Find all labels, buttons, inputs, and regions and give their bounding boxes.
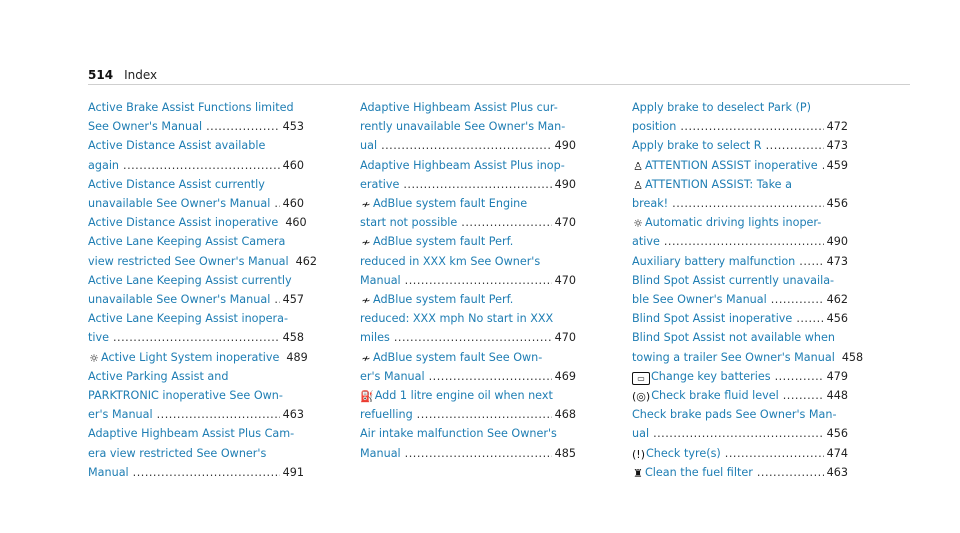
index-entry-text[interactable] — [88, 235, 285, 248]
index-entry-text[interactable] — [360, 197, 527, 210]
index-entry-line — [88, 232, 304, 251]
page-reference[interactable]: 458 — [282, 331, 304, 345]
index-entry-last-line — [88, 117, 304, 136]
index-entry-line — [88, 136, 304, 155]
index-entry-line — [360, 290, 576, 309]
dot-leader — [757, 463, 824, 482]
dot-leader — [680, 117, 823, 136]
index-entry-label: ATTENTION ASSIST inoperative — [645, 158, 818, 172]
index-entry-label: Active Lane Keeping Assist currently — [88, 273, 292, 287]
oil-can-icon: ⛽ — [360, 390, 374, 404]
page-reference[interactable]: 490 — [554, 139, 576, 153]
index-entry-text[interactable] — [360, 351, 542, 364]
index-entry[interactable] — [632, 444, 848, 463]
index-entry-line — [360, 386, 576, 405]
index-entry-line — [632, 405, 848, 424]
index-entry-line — [88, 444, 304, 463]
index-entry-text[interactable] — [88, 213, 278, 232]
page-reference[interactable]: 462 — [295, 254, 317, 268]
dot-leader — [274, 290, 279, 309]
index-entry-text[interactable] — [632, 136, 762, 155]
index-entry-text[interactable] — [632, 101, 811, 114]
index-entry-label: refuelling — [360, 408, 413, 422]
attention-assist-icon: ♙ — [633, 159, 643, 173]
index-entry-text[interactable] — [632, 424, 649, 443]
index-entry-line — [632, 213, 848, 232]
index-entry[interactable] — [360, 156, 576, 194]
dot-leader — [405, 271, 552, 290]
index-entry[interactable] — [632, 328, 864, 366]
index-entry-label: towing a trailer See Owner's Manual — [632, 350, 835, 364]
index-entry-text[interactable] — [88, 252, 289, 271]
adblue-icon: ≁ — [361, 236, 371, 250]
brake-fluid-icon: (◎) — [632, 390, 651, 404]
index-entry-label: Active Light System inoperative — [101, 350, 280, 364]
dot-leader — [766, 136, 824, 155]
index-entry[interactable] — [360, 232, 576, 290]
index-entry-last-line — [632, 348, 864, 367]
index-entry-text[interactable] — [88, 274, 292, 287]
index-entry-line — [88, 367, 304, 386]
index-entry-label: Apply brake to deselect Park (P) — [632, 101, 811, 114]
index-entry-text[interactable] — [632, 290, 767, 309]
page-reference[interactable]: 479 — [826, 369, 848, 383]
index-entry-text[interactable] — [360, 120, 565, 133]
index-entry-text[interactable] — [632, 348, 835, 367]
dot-leader — [403, 175, 551, 194]
index-entry-label: position — [632, 120, 677, 134]
index-entry-text[interactable] — [88, 370, 228, 383]
index-entry[interactable] — [632, 175, 848, 213]
index-entry-last-line — [632, 232, 848, 251]
index-entry-label: Manual — [360, 273, 401, 287]
page-reference[interactable]: 470 — [554, 273, 576, 287]
index-entry[interactable] — [88, 213, 307, 232]
index-entry-label: AdBlue system fault Perf. — [373, 293, 514, 307]
index-entry-label: Adaptive Highbeam Assist Plus cur- — [360, 101, 558, 114]
adblue-icon: ≁ — [361, 198, 371, 212]
index-entry-last-line — [360, 213, 576, 232]
index-entry-last-line — [632, 386, 848, 405]
index-entry[interactable] — [632, 463, 848, 482]
page-reference[interactable]: 490 — [826, 235, 848, 249]
index-entry[interactable] — [360, 194, 576, 232]
index-entry-last-line — [360, 367, 576, 386]
index-entry-text[interactable] — [88, 156, 119, 175]
index-entry-text[interactable] — [632, 463, 753, 482]
page-reference[interactable]: 490 — [554, 177, 576, 191]
dot-leader — [381, 136, 552, 155]
index-entry-text[interactable] — [88, 348, 279, 367]
index-entry-label: tive — [88, 331, 109, 345]
index-entry-last-line — [88, 328, 304, 347]
page-reference[interactable]: 453 — [282, 120, 304, 134]
index-entry-last-line — [88, 194, 304, 213]
light-icon: ☼ — [633, 217, 643, 231]
index-entry-label: AdBlue system fault Engine — [373, 197, 528, 211]
index-entry-label: Active Distance Assist currently — [88, 177, 265, 191]
dot-leader — [725, 444, 824, 463]
index-entry-last-line — [88, 348, 308, 367]
page-reference[interactable]: 458 — [841, 350, 864, 364]
index-entry[interactable] — [88, 232, 317, 270]
index-entry[interactable] — [88, 98, 304, 136]
light-icon: ☼ — [89, 351, 99, 365]
page-reference[interactable]: 489 — [286, 350, 308, 364]
index-entry-label: er's Manual — [88, 408, 153, 422]
index-entry[interactable] — [632, 405, 848, 443]
index-entry-line — [360, 424, 576, 443]
index-entry-text[interactable] — [360, 444, 401, 463]
dot-leader — [133, 463, 280, 482]
index-entry-text[interactable] — [360, 271, 401, 290]
index-entry-line — [360, 348, 576, 367]
dot-leader — [206, 117, 280, 136]
index-entry-last-line — [632, 290, 848, 309]
index-entry-text[interactable] — [360, 235, 513, 248]
index-entry-line — [88, 271, 304, 290]
index-entry-last-line — [360, 136, 576, 155]
index-column-1 — [88, 98, 317, 482]
page-title: Index — [124, 68, 158, 82]
dot-leader — [775, 367, 824, 386]
index-entry-last-line — [632, 156, 848, 175]
index-entry-text[interactable] — [632, 194, 668, 213]
index-entry-label: Apply brake to select R — [632, 139, 762, 153]
index-entry[interactable] — [88, 136, 304, 174]
index-entry-last-line — [360, 175, 576, 194]
index-entry-label: Active Distance Assist inoperative — [88, 216, 279, 230]
index-entry-line — [360, 156, 576, 175]
dot-leader — [274, 194, 279, 213]
dot-leader — [664, 232, 824, 251]
index-entry-text[interactable] — [88, 139, 265, 152]
index-entry-label: view restricted See Owner's Manual — [88, 254, 289, 268]
index-column-3 — [632, 98, 864, 482]
dot-leader — [672, 194, 823, 213]
index-entry-line — [632, 271, 848, 290]
index-entry-line — [632, 98, 848, 117]
index-entry-line — [88, 309, 304, 328]
page-reference[interactable]: 470 — [554, 331, 576, 345]
index-entry-text[interactable] — [360, 136, 377, 155]
index-entry-text[interactable] — [360, 101, 558, 114]
index-entry-label: break! — [632, 197, 669, 211]
index-entry[interactable] — [360, 424, 576, 462]
index-entry-label: Add 1 litre engine oil when next — [374, 389, 553, 403]
index-entry[interactable] — [632, 136, 848, 155]
index-entry-last-line — [88, 463, 304, 482]
index-entry-label: See Owner's Manual — [88, 120, 203, 134]
index-entry-text[interactable] — [88, 328, 109, 347]
index-entry[interactable] — [88, 309, 304, 347]
page-reference[interactable]: 491 — [282, 465, 304, 479]
index-entry-label: ual — [632, 427, 650, 441]
index-entry-last-line — [360, 328, 576, 347]
index-entry-text[interactable] — [88, 178, 265, 191]
index-entry-text[interactable] — [360, 175, 399, 194]
page-reference[interactable]: 470 — [554, 216, 576, 230]
index-entry-label: reduced in XXX km See Owner's — [360, 254, 541, 268]
index-entry-last-line — [632, 367, 848, 386]
index-entry-last-line — [632, 444, 848, 463]
index-column-2 — [360, 98, 576, 463]
dot-leader — [796, 309, 823, 328]
header-divider — [88, 84, 910, 85]
index-entry-line — [88, 175, 304, 194]
dot-leader — [429, 367, 552, 386]
index-entry[interactable] — [632, 271, 848, 309]
page-reference[interactable]: 456 — [826, 197, 848, 211]
dot-leader — [799, 252, 823, 271]
page-reference[interactable]: 463 — [282, 408, 304, 422]
index-entry-label: Check brake pads See Owner's Man- — [632, 408, 837, 422]
index-entry-label: Manual — [360, 446, 401, 460]
index-entry-line — [360, 98, 576, 117]
index-entry-text[interactable] — [632, 216, 821, 229]
index-entry-label: unavailable See Owner's Manual — [88, 197, 271, 211]
index-entry-label: PARKTRONIC inoperative See Own- — [88, 389, 283, 403]
index-entry-text[interactable] — [360, 159, 565, 172]
index-entry-line — [360, 117, 576, 136]
dot-leader — [822, 156, 824, 175]
page-reference[interactable]: 457 — [282, 293, 304, 307]
index-entry-text[interactable] — [88, 405, 153, 424]
page-reference[interactable]: 456 — [826, 312, 848, 326]
dot-leader — [157, 405, 280, 424]
index-entry-label: again — [88, 158, 120, 172]
index-entry-text[interactable] — [632, 156, 818, 175]
page-number: 514 — [88, 68, 114, 82]
index-entry-label: Active Parking Assist and — [88, 369, 229, 383]
index-entry-text[interactable] — [88, 389, 283, 402]
page-reference[interactable]: 473 — [826, 139, 848, 153]
index-entry-label: Active Brake Assist Functions limited — [88, 101, 294, 114]
index-entry-last-line — [88, 290, 304, 309]
page-reference[interactable]: 460 — [282, 197, 304, 211]
attention-assist-icon: ♙ — [633, 178, 643, 192]
dot-leader — [123, 156, 280, 175]
index-entry-text[interactable] — [88, 101, 294, 114]
adblue-icon: ≁ — [361, 351, 371, 365]
index-entry-text[interactable] — [632, 117, 676, 136]
index-entry-line — [360, 309, 576, 328]
index-entry-label: ative — [632, 235, 660, 249]
index-entry-label: miles — [360, 331, 390, 345]
index-entry-text[interactable] — [360, 312, 553, 325]
page-header — [88, 68, 157, 82]
index-entry-label: era view restricted See Owner's — [88, 446, 267, 460]
index-entry-text[interactable] — [632, 386, 779, 405]
page-reference[interactable]: 462 — [826, 293, 848, 307]
index-entry-text[interactable] — [88, 290, 270, 309]
index-entry[interactable] — [632, 367, 848, 386]
page-reference[interactable]: 468 — [554, 408, 576, 422]
dot-leader — [461, 213, 551, 232]
index-entry-last-line — [632, 136, 848, 155]
page-reference[interactable]: 485 — [554, 446, 576, 460]
index-entry-text[interactable] — [360, 328, 390, 347]
page-reference[interactable]: 459 — [826, 158, 848, 172]
index-entry-label: Automatic driving lights inoper- — [645, 216, 822, 230]
index-entry[interactable] — [88, 175, 304, 213]
index-entry-label: Auxiliary battery malfunction — [632, 254, 796, 268]
index-entry-text[interactable] — [632, 408, 837, 421]
index-entry-label: ble See Owner's Manual — [632, 293, 767, 307]
index-entry-text[interactable] — [632, 367, 771, 386]
fuel-filter-icon: ♜ — [633, 466, 643, 480]
index-entry[interactable] — [632, 252, 848, 271]
index-entry-text[interactable] — [88, 117, 202, 136]
dot-leader — [771, 290, 824, 309]
index-entry-line — [88, 424, 304, 443]
index-entry-text[interactable] — [632, 252, 795, 271]
page-reference[interactable]: 463 — [826, 465, 848, 479]
page-reference[interactable]: 472 — [826, 120, 848, 134]
page-reference[interactable]: 448 — [826, 389, 848, 403]
index-entry[interactable] — [632, 213, 848, 251]
index-entry-line — [360, 252, 576, 271]
index-entry-last-line — [360, 405, 576, 424]
index-entry-text[interactable] — [88, 194, 270, 213]
index-entry[interactable] — [360, 386, 576, 424]
index-entry-label: Blind Spot Assist not available when — [632, 331, 835, 345]
index-entry-line — [632, 328, 848, 347]
index-entry-label: Clean the fuel filter — [645, 465, 753, 479]
index-entry-text[interactable] — [360, 405, 413, 424]
index-entry[interactable] — [88, 348, 308, 367]
index-entry-label: Air intake malfunction See Owner's — [360, 427, 557, 441]
page-reference[interactable]: 473 — [826, 254, 848, 268]
index-entry-text[interactable] — [632, 331, 835, 344]
index-entry[interactable] — [632, 156, 848, 175]
index-entry-line — [88, 98, 304, 117]
tyre-icon: (!) — [632, 447, 645, 461]
index-entry-text[interactable] — [632, 444, 721, 463]
page-reference[interactable]: 460 — [285, 216, 307, 230]
index-entry[interactable] — [360, 290, 576, 348]
index-entry[interactable] — [632, 98, 848, 136]
index-entry-last-line — [360, 444, 576, 463]
index-entry-label: Blind Spot Assist inoperative — [632, 312, 793, 326]
dot-leader — [783, 386, 824, 405]
key-battery-icon: ▭ — [632, 372, 650, 385]
index-entry-last-line — [88, 213, 307, 232]
index-entry-text[interactable] — [360, 367, 425, 386]
index-entry-last-line — [88, 252, 317, 271]
index-entry-last-line — [632, 252, 848, 271]
adblue-icon: ≁ — [361, 294, 371, 308]
index-entry-label: erative — [360, 177, 400, 191]
index-entry-label: Adaptive Highbeam Assist Plus Cam- — [88, 427, 295, 441]
index-entry-label: rently unavailable See Owner's Man- — [360, 120, 566, 134]
index-entry-label: Manual — [88, 465, 129, 479]
index-entry-last-line — [632, 424, 848, 443]
index-entry-label: Active Distance Assist available — [88, 139, 266, 153]
index-entry-label: Check tyre(s) — [646, 446, 721, 460]
index-entry-text[interactable] — [360, 389, 553, 402]
index-entry-last-line — [88, 405, 304, 424]
index-entry-line — [360, 232, 576, 251]
dot-leader — [405, 444, 552, 463]
index-entry-label: Blind Spot Assist currently unavaila- — [632, 273, 835, 287]
index-entry-line — [360, 194, 576, 213]
index-entry-label: ATTENTION ASSIST: Take a — [645, 177, 792, 191]
index-entry-label: ual — [360, 139, 378, 153]
index-entry-label: Active Lane Keeping Assist Camera — [88, 235, 286, 249]
index-entry-label: AdBlue system fault Perf. — [373, 235, 514, 249]
index-entry-last-line — [632, 463, 848, 482]
index-entry-text[interactable] — [360, 427, 557, 440]
index-entry-label: Active Lane Keeping Assist inopera- — [88, 312, 288, 326]
page-reference[interactable]: 469 — [554, 369, 576, 383]
index-entry-text[interactable] — [88, 463, 129, 482]
index-entry[interactable] — [360, 98, 576, 156]
page-reference[interactable]: 474 — [826, 446, 848, 460]
index-entry-last-line — [88, 156, 304, 175]
index-entry-label: start not possible — [360, 216, 458, 230]
index-entry-text[interactable] — [360, 255, 540, 268]
page-reference[interactable]: 460 — [282, 158, 304, 172]
index-entry[interactable] — [632, 386, 848, 405]
index-entry[interactable] — [632, 309, 848, 328]
index-entry-text[interactable] — [360, 213, 457, 232]
index-entry-label: Adaptive Highbeam Assist Plus inop- — [360, 158, 565, 172]
index-entry-last-line — [632, 309, 848, 328]
index-entry-label: er's Manual — [360, 369, 425, 383]
index-entry[interactable] — [88, 367, 304, 425]
index-entry-text[interactable] — [632, 232, 660, 251]
index-entry-label: reduced: XXX mph No start in XXX — [360, 312, 554, 326]
index-entry-last-line — [360, 271, 576, 290]
index-entry-label: Check brake fluid level — [651, 389, 779, 403]
index-entry-text[interactable] — [632, 178, 792, 191]
index-entry-label: Change key batteries — [651, 369, 771, 383]
index-entry-text[interactable] — [88, 312, 288, 325]
index-entry[interactable] — [88, 424, 304, 482]
index-entry-last-line — [632, 194, 848, 213]
index-entry-label: AdBlue system fault See Own- — [373, 350, 543, 364]
dot-leader — [417, 405, 552, 424]
dot-leader — [653, 424, 824, 443]
index-entry[interactable] — [88, 271, 304, 309]
index-entry-text[interactable] — [88, 427, 294, 440]
index-entry-label: unavailable See Owner's Manual — [88, 293, 271, 307]
page-reference[interactable]: 456 — [826, 427, 848, 441]
dot-leader — [113, 328, 280, 347]
index-entry[interactable] — [360, 348, 576, 386]
index-entry-text[interactable] — [88, 447, 266, 460]
index-entry-line — [88, 386, 304, 405]
index-entry-text[interactable] — [632, 309, 792, 328]
index-entry-text[interactable] — [632, 274, 834, 287]
index-entry-last-line — [632, 117, 848, 136]
index-entry-text[interactable] — [360, 293, 513, 306]
index-entry-line — [632, 175, 848, 194]
dot-leader — [394, 328, 552, 347]
